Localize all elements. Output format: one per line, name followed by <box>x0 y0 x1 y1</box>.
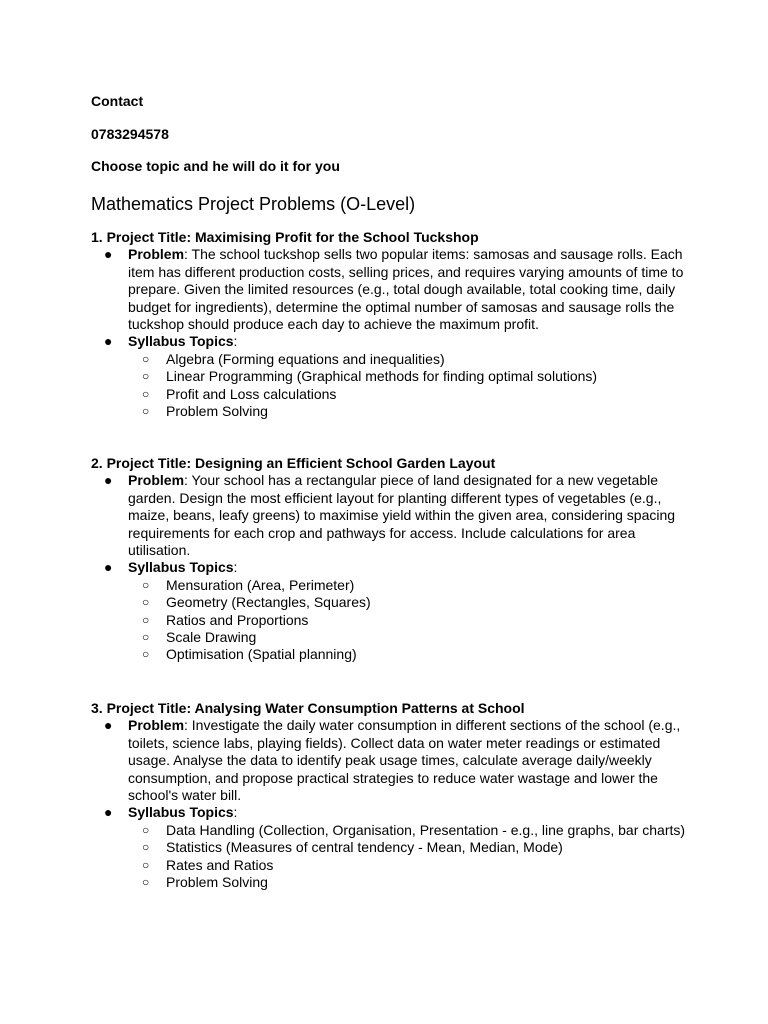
problem-label: Problem <box>128 717 185 734</box>
circle-bullet-icon: ○ <box>142 612 150 627</box>
syllabus-label: Syllabus Topics <box>128 333 234 350</box>
problem-line: tuckshop should produce each day to achieve the maximum profit. <box>128 316 539 333</box>
topic-item: Mensuration (Area, Perimeter) <box>166 576 355 593</box>
problem-text <box>128 472 688 559</box>
bullet-icon: ● <box>104 246 113 263</box>
syllabus-label: Syllabus Topics <box>128 804 234 821</box>
circle-bullet-icon: ○ <box>142 840 150 855</box>
circle-bullet-icon: ○ <box>142 822 150 837</box>
circle-bullet-icon: ○ <box>142 386 150 401</box>
bullet-icon: ● <box>104 717 113 734</box>
problem-line: Problem: The school tuckshop sells two popular items: samosas and sausage rolls. Each <box>128 246 683 263</box>
contact-label: Contact <box>91 93 144 109</box>
problem-line: Problem: Your school has a rectangular piece of land designated for a new vegetable <box>128 472 659 489</box>
bullet-icon: ● <box>104 804 113 821</box>
syllabus-heading: Syllabus Topics: <box>128 804 238 821</box>
topic-item: Data Handling (Collection, Organisation, Presentation - e.g., line graphs, bar charts) <box>166 821 686 838</box>
problem-line: budget for ingredients), determine the optimal number of samosas and sausage rolls the <box>128 298 675 315</box>
problem-line: usage. Analyse the data to identify peak usage times, calculate average daily/weekly <box>128 752 652 769</box>
problem-text <box>128 717 688 804</box>
bullet-icon: ● <box>104 472 113 489</box>
problem-line: consumption, and propose practical strategies to reduce water wastage and lower the <box>128 769 658 786</box>
circle-bullet-icon: ○ <box>142 630 150 644</box>
topic-item: Profit and Loss calculations <box>166 385 337 402</box>
circle-bullet-icon: ○ <box>142 577 150 592</box>
topic-item: Problem Solving <box>166 874 268 890</box>
problem-text <box>128 246 688 333</box>
project-title: 2. Project Title: Designing an Efficient School Garden Layout <box>91 455 496 471</box>
topic-item: Linear Programming (Graphical methods for finding optimal solutions) <box>166 368 598 385</box>
topic-item: Optimisation (Spatial planning) <box>166 646 357 663</box>
syllabus-heading: Syllabus Topics: <box>128 333 238 350</box>
problem-line: school's water bill. <box>128 787 242 804</box>
problem-line: Problem: Investigate the daily water consumption in different sections of the school (e.g., <box>128 717 681 734</box>
syllabus-label: Syllabus Topics <box>128 559 234 576</box>
topic-item: Problem Solving <box>166 403 268 419</box>
topic-item: Ratios and Proportions <box>166 611 309 628</box>
problem-line: item has different production costs, selling prices, and requires varying amounts of time to <box>128 263 684 280</box>
circle-bullet-icon: ○ <box>142 369 150 384</box>
problem-line: requirements for each crop and pathways for access. Include calculations for area <box>128 524 636 541</box>
syllabus-heading: Syllabus Topics: <box>128 559 238 576</box>
problem-line: garden. Design the most efficient layout for planting different types of vegetables (e.g., <box>128 489 662 506</box>
topic-item: Rates and Ratios <box>166 856 274 873</box>
circle-bullet-icon: ○ <box>142 857 150 872</box>
circle-bullet-icon: ○ <box>142 351 150 366</box>
problem-line: maize, beans, leafy greens) to maximise yield within the given area, considering spacing <box>128 507 676 524</box>
problem-label: Problem <box>128 472 185 489</box>
problem-label: Problem <box>128 246 185 263</box>
problem-line: toilets, science labs, playing fields). Collect data on water meter readings or estimated <box>128 734 661 751</box>
topic-item: Algebra (Forming equations and inequalities) <box>166 350 445 367</box>
bullet-icon: ● <box>104 559 113 576</box>
topic-item: Geometry (Rectangles, Squares) <box>166 594 371 611</box>
circle-bullet-icon: ○ <box>142 404 150 418</box>
page-title: Mathematics Project Problems (O-Level) <box>91 194 416 214</box>
project-title: 1. Project Title: Maximising Profit for the School Tuckshop <box>91 229 479 245</box>
topic-item: Scale Drawing <box>166 629 257 645</box>
bullet-icon: ● <box>104 333 113 350</box>
circle-bullet-icon: ○ <box>142 647 150 662</box>
contact-phone: 0783294578 <box>91 126 169 142</box>
project-title: 3. Project Title: Analysing Water Consumption Patterns at School <box>91 700 525 716</box>
topic-item: Statistics (Measures of central tendency - Mean, Median, Mode) <box>166 839 563 856</box>
tagline: Choose topic and he will do it for you <box>91 158 340 174</box>
circle-bullet-icon: ○ <box>142 595 150 610</box>
problem-line: utilisation. <box>128 542 191 559</box>
circle-bullet-icon: ○ <box>142 875 150 889</box>
problem-line: prepare. Given the limited resources (e.g., total dough available, total cooking time, daily <box>128 281 676 298</box>
